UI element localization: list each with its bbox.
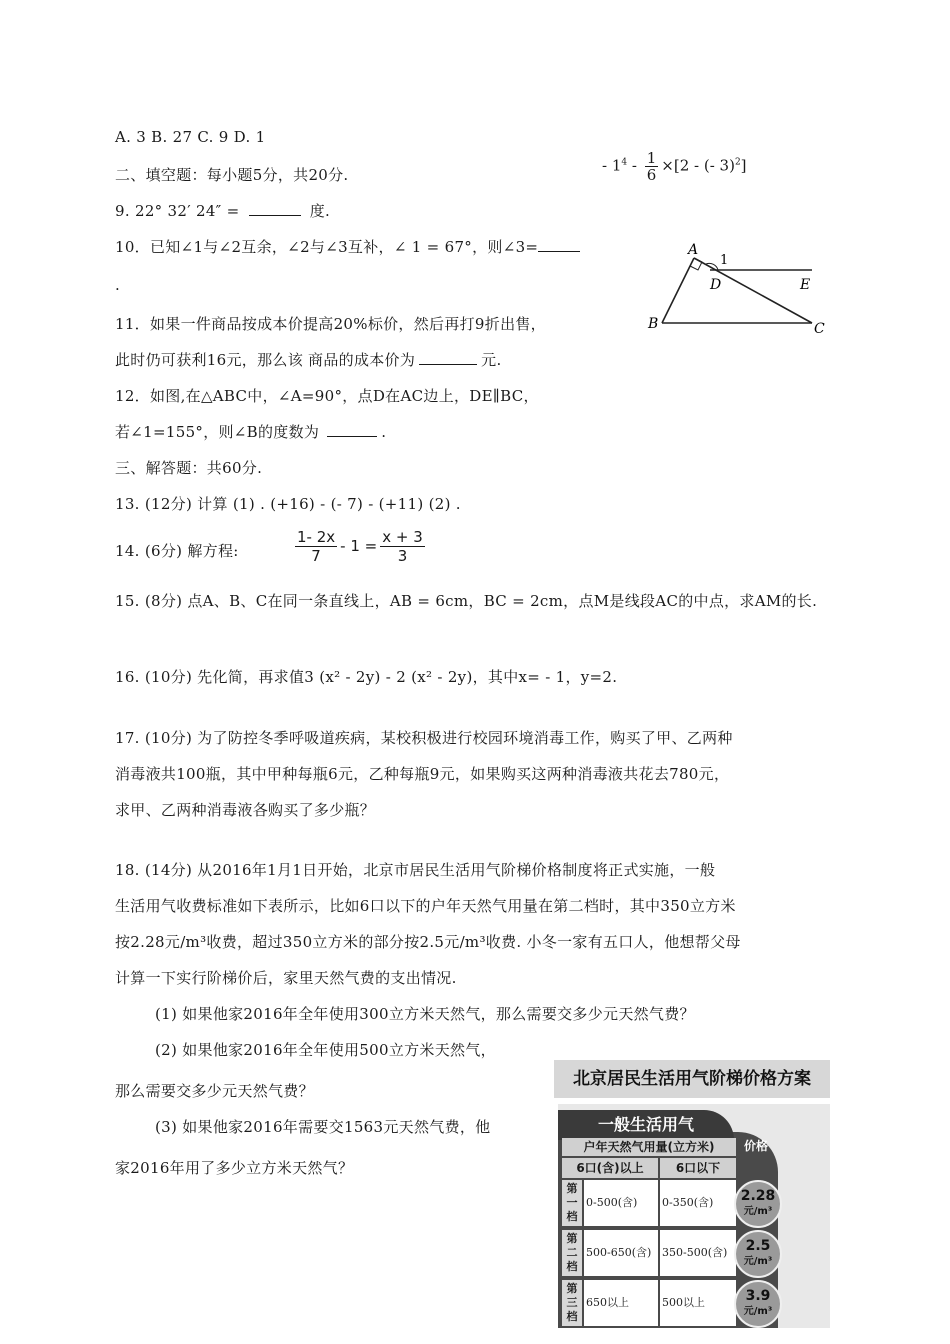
- label-d: D: [710, 277, 722, 293]
- question-14-label: 14. (6分) 解方程:: [115, 542, 239, 560]
- tier-label: 第二档: [562, 1230, 582, 1276]
- usage-header: 户年天然气用量(立方米): [562, 1138, 736, 1156]
- question-15: 15. (8分) 点A、B、C在同一条直线上，AB = 6cm，BC = 2cm，点M是线段AC的中点，求AM的长.: [115, 592, 818, 610]
- right-fraction: [380, 528, 425, 565]
- label-c: C: [814, 321, 825, 337]
- tier-label: 第三档: [562, 1280, 582, 1326]
- question-18-line1: 18. (14分) 从2016年1月1日开始，北京市居民生活用气阶梯价格制度将正式实施，一般: [115, 861, 716, 879]
- question-12-line1: 12．如图,在△ABC中，∠A=90°，点D在AC边上，DE∥BC，: [115, 387, 539, 405]
- formula-exp1: 4: [621, 157, 628, 168]
- question-11-end: 元.: [481, 351, 502, 369]
- price-header: 价格: [743, 1139, 768, 1153]
- label-angle-1: 1: [720, 253, 729, 268]
- tier-range-under-six: 500以上: [660, 1280, 736, 1326]
- formula-exp2: 2: [734, 157, 741, 168]
- tier-label: 第一档: [562, 1180, 582, 1226]
- question-18-sub2: (2) 如果他家2016年全年使用500立方米天然气，: [155, 1041, 496, 1059]
- price-value: 2.28: [740, 1188, 776, 1204]
- price-value: 3.9: [745, 1288, 771, 1304]
- question-12-line2: [115, 421, 386, 442]
- formula-denominator: 6: [646, 166, 657, 184]
- label-a: A: [688, 242, 699, 258]
- question-9: [115, 200, 330, 221]
- left-denominator: 7: [311, 547, 321, 565]
- question-12-text: 若∠1=155°，则∠B的度数为: [115, 423, 320, 441]
- question-10-dot: .: [115, 276, 121, 294]
- question-11-line1: 11．如果一件商品按成本价提高20%标价，然后再打9折出售，: [115, 315, 546, 333]
- column-header-under-six: 6口以下: [660, 1158, 736, 1178]
- question-17-line3: 求甲、乙两种消毒液各购买了多少瓶？: [115, 801, 376, 819]
- answer-blank[interactable]: [249, 214, 301, 216]
- angle-1-arc: [706, 263, 718, 270]
- triangle-diagram: [640, 240, 830, 340]
- formula-fraction: [645, 150, 659, 183]
- question-17-line2: 消毒液共100瓶，其中甲种每瓶6元，乙种每瓶9元，如果购买这两种消毒液共花去780元，: [115, 765, 730, 783]
- equation-middle: - 1 =: [340, 537, 378, 555]
- tier-range-six-plus: 500-650(含): [584, 1230, 658, 1276]
- question-18-line4: 计算一下实行阶梯价后，家里天然气费的支出情况.: [115, 969, 457, 987]
- formula-numerator: 1: [646, 149, 657, 167]
- question-18-line3: 按2.28元/m³收费，超过350立方米的部分按2.5元/m³收费. 小冬一家有五口人，他想帮父母: [115, 933, 741, 951]
- price-unit: 元/m³: [743, 1256, 773, 1267]
- question-13: 13. (12分) 计算 (1) . (+16) - (- 7) - (+11) (2) .: [115, 495, 461, 513]
- price-value: 2.5: [745, 1238, 771, 1254]
- question-14-equation: [292, 528, 428, 565]
- question-18-line2: 生活用气收费标准如下表所示，比如6口以下的户年天然气用量在第二档时，其中350立方米: [115, 897, 736, 915]
- tier-range-six-plus: 0-500(含): [584, 1180, 658, 1226]
- question-9-unit: 度.: [309, 202, 331, 220]
- left-fraction: [295, 528, 337, 565]
- question-17-line1: 17. (10分) 为了防控冬季呼吸道疾病，某校积极进行校园环境消毒工作，购买了甲、乙两种: [115, 729, 733, 747]
- price-unit: 元/m³: [743, 1206, 773, 1217]
- question-11-text: 此时仍可获利16元，那么该 商品的成本价为: [115, 351, 416, 369]
- answer-blank[interactable]: [538, 250, 580, 252]
- gas-price-table: [554, 1060, 834, 1328]
- price-badge: [734, 1180, 782, 1228]
- price-badge: [734, 1280, 782, 1328]
- label-b: B: [648, 316, 659, 332]
- formula-minus: -: [627, 156, 642, 175]
- question-18-sub3b: 家2016年用了多少立方米天然气？: [115, 1159, 354, 1177]
- segment-ab: [662, 258, 694, 323]
- answer-blank[interactable]: [419, 363, 477, 365]
- question-10: [115, 236, 584, 257]
- question-18-sub1: (1) 如果他家2016年全年使用300立方米天然气，那么需要交多少元天然气费？: [155, 1005, 695, 1023]
- price-unit: 元/m³: [743, 1306, 773, 1317]
- expression-formula: [602, 150, 747, 183]
- table-title: 北京居民生活用气阶梯价格方案: [554, 1060, 830, 1098]
- formula-close: ]: [740, 156, 747, 175]
- right-numerator: x + 3: [382, 528, 423, 546]
- question-9-text: 9. 22° 32′ 24″ =: [115, 202, 240, 220]
- tier-range-six-plus: 650以上: [584, 1280, 658, 1326]
- answer-blank[interactable]: [327, 435, 377, 437]
- question-18-sub3: (3) 如果他家2016年需要交1563元天然气费，他: [155, 1118, 491, 1136]
- question-12-end: .: [381, 423, 387, 441]
- left-numerator: 1- 2x: [297, 528, 336, 546]
- tier-range-under-six: 350-500(含): [660, 1230, 736, 1276]
- question-16: 16. (10分) 先化简，再求值3 (x² - 2y) - 2 (x² - 2y)，其中x= - 1，y=2.: [115, 668, 618, 686]
- formula-part1: - 1: [602, 156, 622, 175]
- question-10-text: 10．已知∠1与∠2互余，∠2与∠3互补，∠ 1 = 67°，则∠3=: [115, 238, 539, 256]
- table-category: 一般生活用气: [558, 1110, 734, 1140]
- right-denominator: 3: [397, 547, 408, 565]
- label-e: E: [800, 277, 811, 293]
- question-18-sub2b: 那么需要交多少元天然气费？: [115, 1082, 314, 1100]
- column-header-six-plus: 6口(含)以上: [562, 1158, 658, 1178]
- section-two-heading: 二、填空题：每小题5分，共20分.: [115, 166, 349, 184]
- price-badge: [734, 1230, 782, 1278]
- formula-part2: ×[2 - (- 3): [661, 156, 735, 175]
- tier-range-under-six: 0-350(含): [660, 1180, 736, 1226]
- question-11-line2: [115, 349, 502, 370]
- section-three-heading: 三、解答题：共60分.: [115, 459, 263, 477]
- answer-choices: A. 3 B. 27 C. 9 D. 1: [115, 128, 266, 146]
